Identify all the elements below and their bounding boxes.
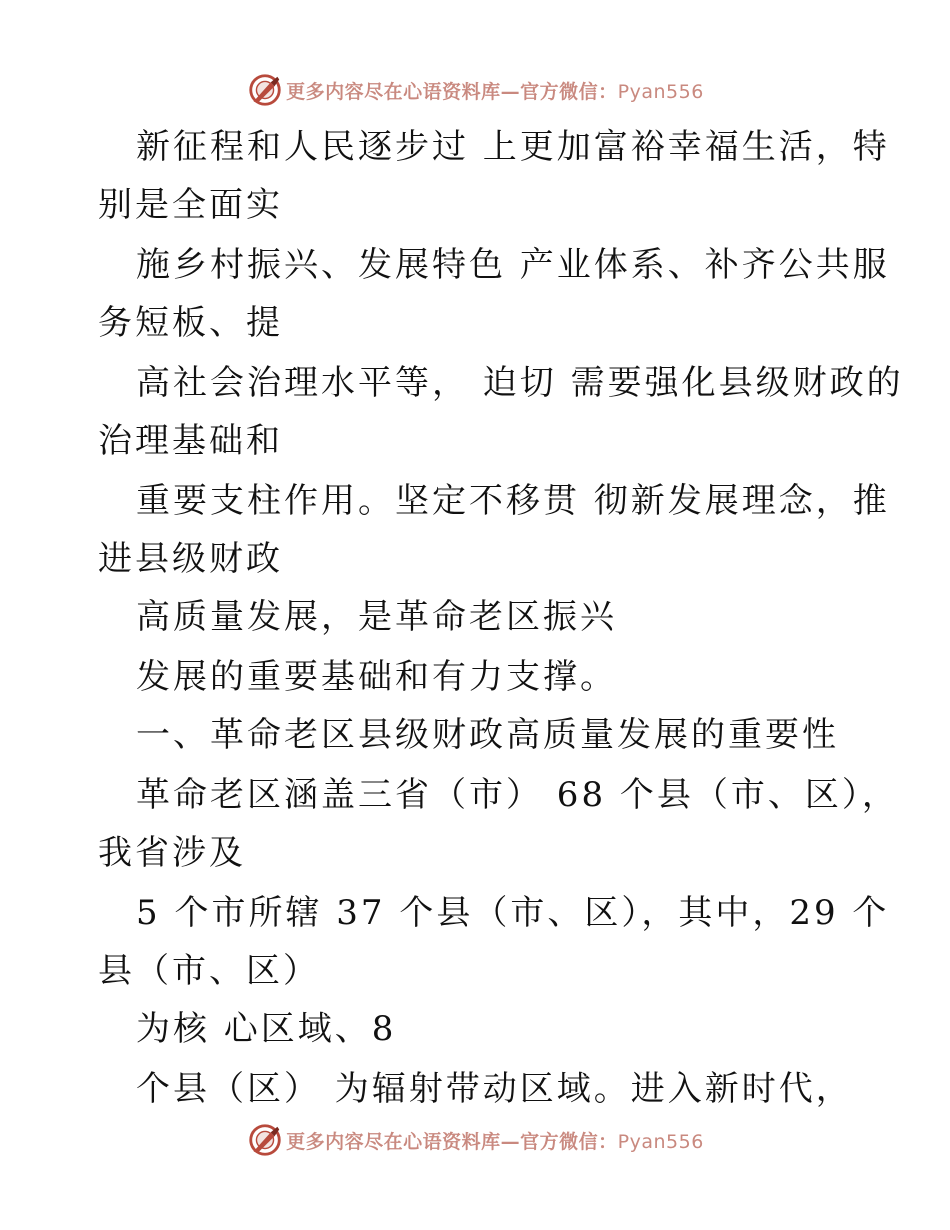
text-line: 高质量发展，是革命老区振兴 — [136, 597, 617, 637]
section-heading: 一、革命老区县级财政高质量发展的重要性 — [136, 715, 839, 755]
watermark-text: 更多内容尽在心语资料库—官方微信：Pyan556 — [286, 1130, 704, 1153]
text-line: 个县（区） 为辐射带动区域。进入新时代， — [136, 1069, 853, 1109]
pen-nib-logo-icon — [246, 71, 284, 109]
text-line: 5 个市所辖 37 个县（市、区），其中，29 个 — [136, 893, 890, 933]
watermark-text: 更多内容尽在心语资料库—官方微信：Pyan556 — [286, 80, 704, 103]
text-line: 高社会治理水平等， 迫切 需要强化县级财政的 — [136, 363, 904, 403]
text-line: 施乡村振兴、发展特色 产业体系、补齐公共服 — [136, 245, 890, 285]
text-line: 革命老区涵盖三省（市） 68 个县（市、区）， — [136, 775, 899, 815]
text-line: 我省涉及 — [98, 833, 246, 873]
footer-watermark — [0, 1120, 950, 1160]
header-watermark — [0, 70, 950, 110]
text-line: 治理基础和 — [98, 421, 283, 461]
text-line: 进县级财政 — [98, 539, 283, 579]
text-line: 为核 心区域、8 — [136, 1009, 397, 1049]
text-line: 新征程和人民逐步过 上更加富裕幸福生活，特 — [136, 127, 890, 167]
text-line: 县（市、区） — [98, 951, 320, 991]
text-line: 务短板、提 — [98, 303, 283, 343]
pen-nib-logo-icon — [246, 1121, 284, 1159]
text-line: 重要支柱作用。坚定不移贯 彻新发展理念，推 — [136, 481, 890, 521]
text-line: 别是全面实 — [98, 185, 283, 225]
text-line: 发展的重要基础和有力支撑。 — [136, 657, 617, 697]
